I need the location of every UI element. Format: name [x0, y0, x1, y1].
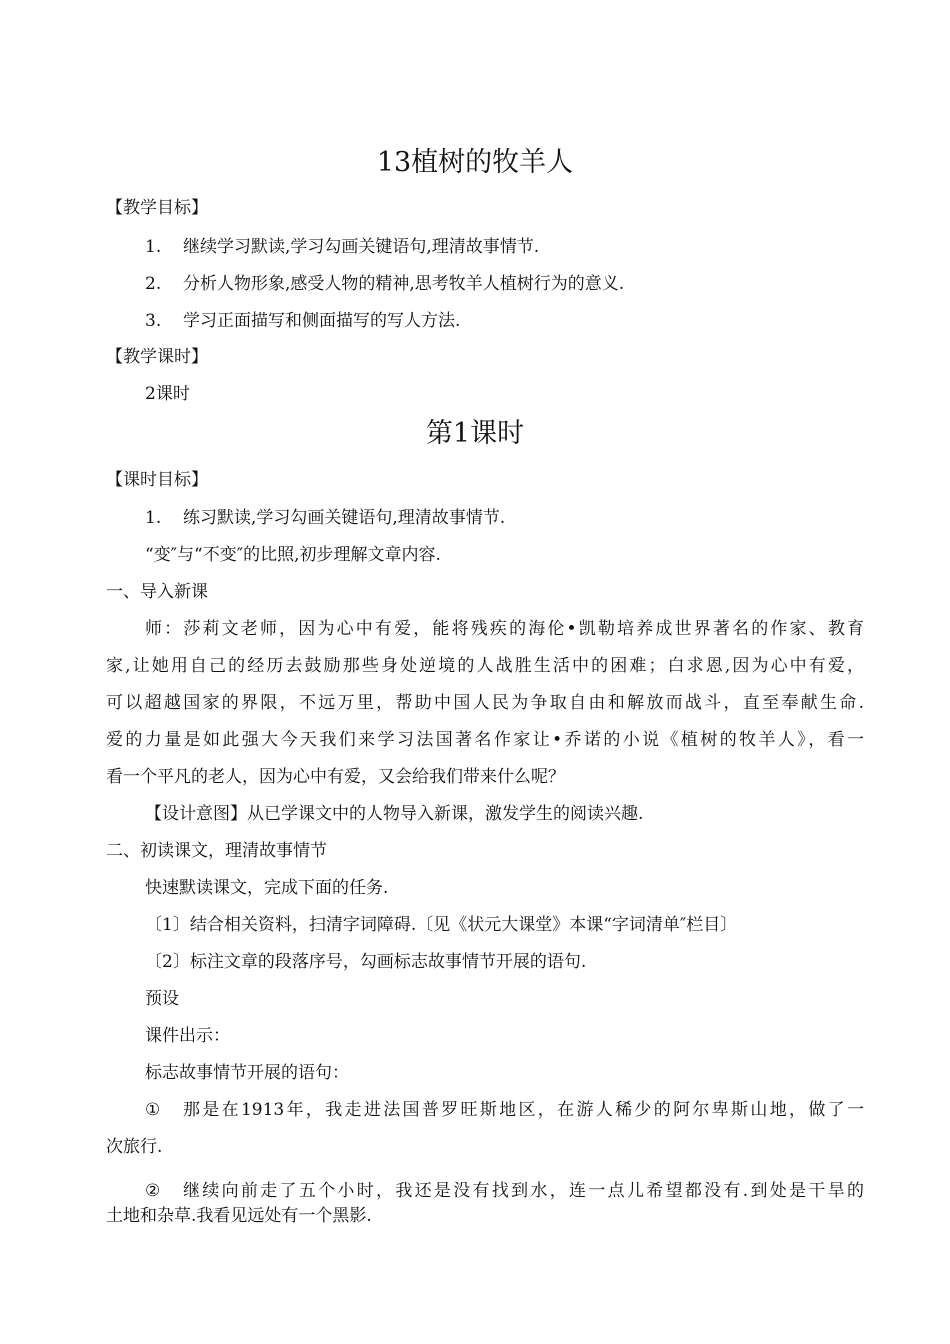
objective-1-number: 1.: [145, 237, 162, 257]
objective-3-number: 3.: [145, 311, 162, 331]
document-title: 13植树的牧羊人: [376, 147, 574, 178]
section-1-heading: 一、导入新课: [106, 582, 208, 602]
objective-2-number: 2.: [145, 274, 162, 294]
sentence-1-line: 那是在1913年，我走进法国普罗旺斯地区，在游人稀少的阿尔卑斯山地，做了一: [183, 1100, 864, 1120]
task-intro: 快速默读课文，完成下面的任务.: [145, 878, 389, 898]
sentence-1-marker: ①: [145, 1100, 161, 1120]
intro-paragraph-line: 家,让她用自己的经历去鼓励那些身处逆境的人战胜生活中的困难；白求恩,因为心中有爱，: [106, 656, 864, 676]
lesson-1-title: 第1课时: [425, 418, 525, 449]
lesson-goal-2-text: “变″与“不变″的比照,初步理解文章内容.: [145, 545, 441, 565]
lesson-goal-heading: 【课时目标】: [106, 470, 208, 490]
hours-heading: 【教学课时】: [106, 347, 208, 367]
courseware-label: 课件出示：: [145, 1026, 230, 1046]
task-1: 〔1〕结合相关资料，扫清字词障碍.〔见《状元大课堂》本课“字词清单″栏目〕: [145, 915, 738, 935]
intro-paragraph-line: 师：莎莉文老师，因为心中有爱，能将残疾的海伦•凯勒培养成世界著名的作家、教育: [145, 619, 864, 639]
intro-paragraph-line: 爱的力量是如此强大今天我们来学习法国著名作家让•乔诺的小说《植树的牧羊人》，看一: [106, 730, 864, 750]
task-2: 〔2〕标注文章的段落序号，勾画标志故事情节开展的语句.: [145, 952, 587, 972]
marker-heading: 标志故事情节开展的语句：: [145, 1063, 349, 1083]
lesson-goal-1-number: 1.: [145, 508, 162, 528]
hours-value: 2课时: [145, 384, 190, 404]
sentence-2-line: 继续向前走了五个小时，我还是没有找到水，连一点儿希望都没有.到处是干旱的: [183, 1181, 864, 1201]
objective-1-text: 继续学习默读,学习勾画关键语句,理清故事情节.: [183, 237, 540, 257]
preset-label: 预设: [145, 989, 179, 1009]
intro-paragraph-line: 看一个平凡的老人，因为心中有爱，又会给我们带来什么呢？: [106, 767, 565, 787]
section-2-heading: 二、初读课文，理清故事情节: [106, 841, 327, 861]
sentence-1-line: 次旅行.: [106, 1137, 163, 1157]
lesson-goal-1-text: 练习默读,学习勾画关键语句,理清故事情节.: [183, 508, 506, 528]
sentence-2-marker: ②: [145, 1181, 161, 1201]
sentence-2-line: 土地和杂草.我看见远处有一个黑影.: [106, 1206, 372, 1226]
design-intent: 【设计意图】从已学课文中的人物导入新课，激发学生的阅读兴趣.: [145, 804, 644, 824]
intro-paragraph-line: 可以超越国家的界限，不远万里，帮助中国人民为争取自由和解放而战斗，直至奉献生命.: [106, 693, 864, 713]
objectives-heading: 【教学目标】: [106, 198, 208, 218]
objective-2-text: 分析人物形象,感受人物的精神,思考牧羊人植树行为的意义.: [183, 274, 625, 294]
objective-3-text: 学习正面描写和侧面描写的写人方法.: [183, 311, 461, 331]
